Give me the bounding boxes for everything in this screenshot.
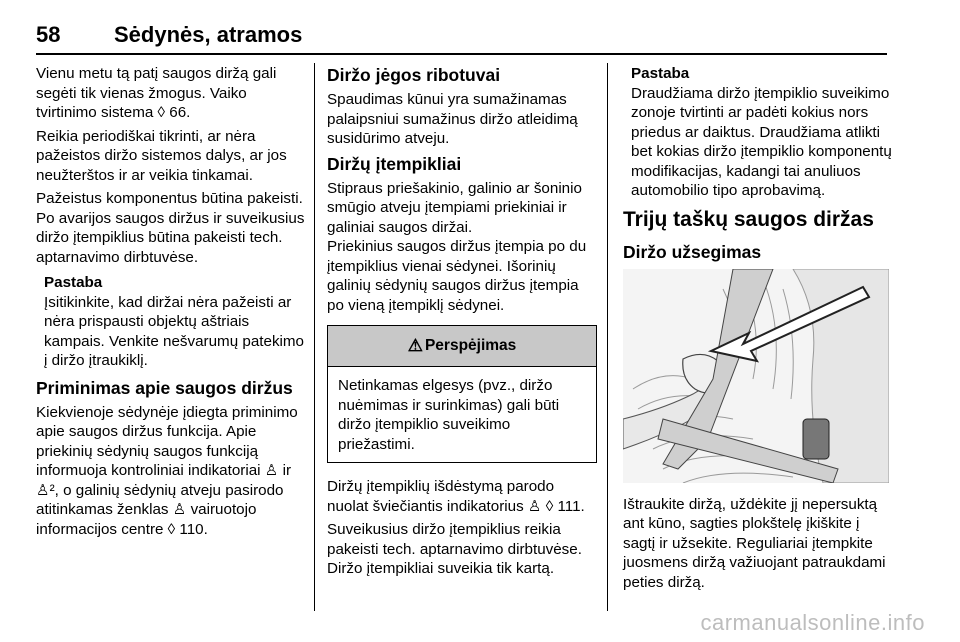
column-3 bbox=[623, 64, 893, 596]
warning-title: Perspėjimas bbox=[424, 337, 517, 354]
watermark: carmanualsonline.info bbox=[700, 610, 925, 635]
header-divider bbox=[36, 53, 887, 55]
note-title: Pastaba bbox=[631, 65, 690, 82]
page-header bbox=[36, 22, 923, 52]
page-title: Sėdynės, atramos bbox=[114, 22, 303, 47]
paragraph: Vienu metu tą patį saugos diržą gali segėti tik vienas žmogus. Vaiko tvirtinimo sistema ◊ 66. bbox=[36, 65, 277, 121]
paragraph: Suveikusius diržo įtempiklius reikia pakeisti tech. aptarnavimo dirbtuvėse. Diržo įtempikliai suveikia tik kartą. bbox=[327, 521, 582, 577]
note-title: Pastaba bbox=[44, 274, 103, 291]
paragraph: Stipraus priešakinio, galinio ar šoninio smūgio atveju įtempiami priekiniai ir galiniai saugos diržai. bbox=[327, 179, 582, 236]
column-1 bbox=[36, 64, 306, 543]
paragraph: Diržų įtempiklių išdėstymą parodo nuolat šviečiantis indikatorius ♙ ◊ 111. bbox=[327, 478, 585, 515]
column-divider-1 bbox=[314, 63, 315, 611]
warning-box bbox=[327, 325, 597, 463]
paragraph: Kiekvienoje sėdynėje įdiegta priminimo apie saugos diržus funkcija. Apie priekinių sėdynių saugos funkciją informuoja kontroliniai indikatoriai ♙ ir ♙², o galinių sėdynių atveju pasirodo atitinkamas ženklas ♙ vairuotojo informacijos centre ◊ 110. bbox=[36, 403, 298, 538]
section-heading: Priminimas apie saugos diržus bbox=[36, 377, 293, 398]
paragraph: Reikia periodiškai tikrinti, ar nėra pažeistos diržo sistemos dalys, ar jos neužterštos ir ar veikia tinkamai. bbox=[36, 127, 287, 184]
warning-triangle-icon: ⚠ bbox=[407, 336, 423, 355]
note-body: Draudžiama diržo įtempiklio suveikimo zonoje tvirtinti ar padėti kokius nors priedus ar daiktus. Draudžiama atlikti bet kokias diržo įtempiklio komponentų modifikacijas, kadangi tai anuliuos automobilio tipo aprobavimą. bbox=[631, 84, 892, 199]
section-heading: Diržų įtempikliai bbox=[327, 153, 462, 174]
section-heading: Trijų taškų saugos diržas bbox=[623, 207, 874, 231]
column-2 bbox=[327, 64, 597, 583]
paragraph: Ištraukite diržą, uždėkite jį nepersuktą ant kūno, sagties plokštelę įkiškite į sagtį ir užsekite. Reguliariai įtempkite juosmens diržą važiuojant patraukdami peties diržą. bbox=[623, 495, 886, 591]
warning-header bbox=[328, 326, 596, 367]
section-heading: Diržo jėgos ribotuvai bbox=[327, 65, 501, 85]
paragraph: Spaudimas kūnui yra sumažinamas palaipsniui sumažinus diržo atleidimą susidūrimo atveju. bbox=[327, 91, 578, 147]
page-number: 58 bbox=[36, 22, 61, 47]
note-box bbox=[623, 64, 893, 201]
paragraph: Priekinius saugos diržus įtempia po du įtempiklius vienai sėdynei. Išorinių galinių sėdynių saugos diržus įtempia po vieną įtempiklį sėdynei. bbox=[327, 238, 587, 314]
seatbelt-fastening-illustration bbox=[623, 269, 889, 483]
paragraph: Pažeistus komponentus būtina pakeisti. Po avarijos saugos diržus ir suveikusius diržo įtempiklius būtina pakeisti tech. aptarnavimo dirbtuvėse. bbox=[36, 190, 305, 266]
note-box bbox=[36, 273, 306, 371]
warning-body: Netinkamas elgesys (pvz., diržo nuėmimas ir surinkimas) gali būti diržo įtempiklio suveikimo priežastimi. bbox=[338, 377, 560, 453]
note-body: Įsitikinkite, kad diržai nėra pažeisti ar nėra prispausti objektų aštriais kampais. Venkite nešvarumų patekimo į diržo įtraukiklį. bbox=[44, 293, 305, 369]
subsection-heading: Diržo užsegimas bbox=[623, 241, 762, 262]
column-divider-2 bbox=[607, 63, 608, 611]
